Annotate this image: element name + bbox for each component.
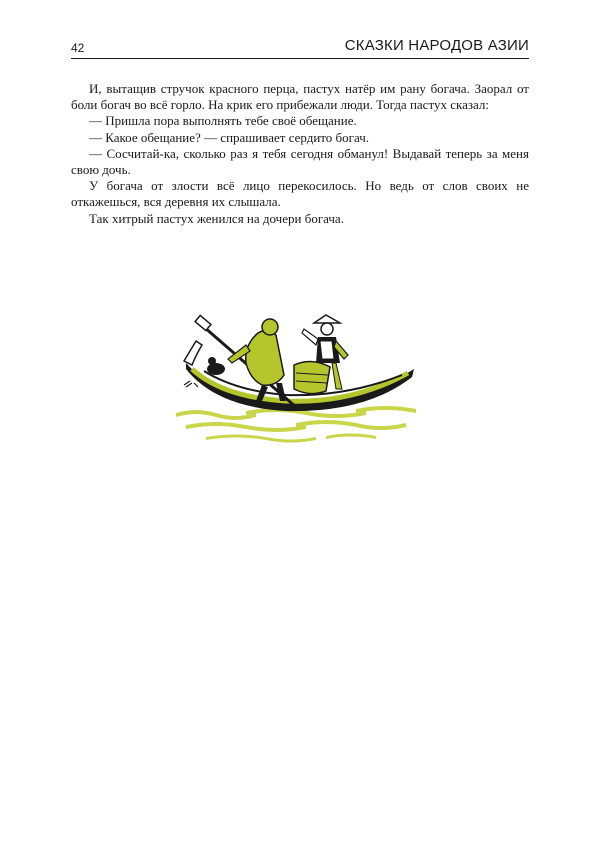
paragraph: — Пришла пора выполнять тебе своё обещание. [89, 113, 357, 129]
water-waves [176, 406, 416, 443]
running-title: СКАЗКИ НАРОДОВ АЗИИ [344, 37, 529, 54]
paragraph: — Сосчитай-ка, сколько раз я тебя сегодня обманул! Выдавай теперь за меня свою дочь. [71, 145, 529, 178]
rowing-man-figure [228, 319, 286, 401]
paragraph: — Какое обещание? — спрашивает сердито богач. [89, 129, 370, 145]
story-text [71, 81, 529, 227]
header-rule [71, 58, 529, 59]
page-number: 42 [71, 41, 85, 55]
cargo-basket [294, 361, 330, 393]
page-header [71, 37, 529, 59]
artist-mark [184, 381, 198, 387]
paragraph: Так хитрый пастух женился на дочери богача. [89, 210, 344, 226]
boat-illustration [176, 305, 426, 445]
paragraph: И, вытащив стручок красного перца, пастух натёр им рану богача. Заорал от боли богач во всё горло. На крик его прибежали люди. Тогда пастух сказал: [71, 81, 529, 113]
stern-creature [207, 357, 225, 375]
paragraph: У богача от злости всё лицо перекосилось. Но ведь от слов своих не откажешься, вся деревня их слышала. [71, 178, 529, 210]
